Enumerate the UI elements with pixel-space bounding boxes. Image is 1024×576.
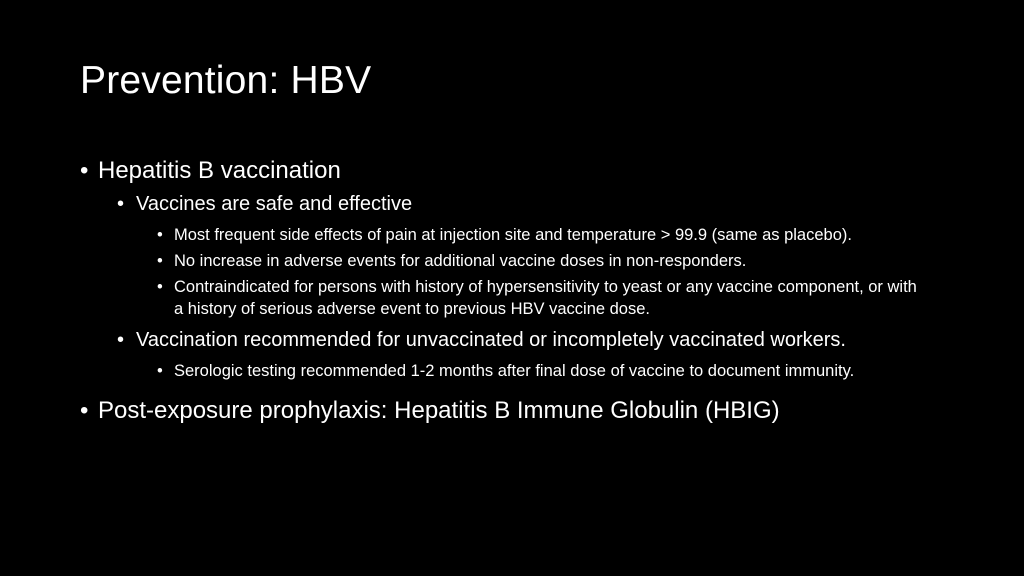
- slide-title: Prevention: HBV: [80, 59, 372, 102]
- bullet-vaccination-recommended: • Vaccination recommended for unvaccinated or incompletely vaccinated workers.: [80, 326, 940, 354]
- bullet-hepatitis-b-vaccination: • Hepatitis B vaccination: [80, 156, 940, 186]
- bullet-post-exposure-prophylaxis: • Post-exposure prophylaxis: Hepatitis B Immune Globulin (HBIG): [80, 396, 940, 426]
- bullet-side-effects: • Most frequent side effects of pain at injection site and temperature > 99.9 (same as placebo).: [80, 224, 940, 246]
- bullet-vaccines-safe: • Vaccines are safe and effective: [80, 190, 940, 218]
- bullet-no-increase-adverse: • No increase in adverse events for additional vaccine doses in non-responders.: [80, 250, 940, 272]
- bullet-contraindicated: • Contraindicated for persons with history of hypersensitivity to yeast or any vaccine component, or with a history of serious adverse event to previous HBV vaccine dose.: [80, 276, 940, 320]
- slide-content: [80, 156, 940, 426]
- bullet-serologic-testing: • Serologic testing recommended 1-2 months after final dose of vaccine to document immunity.: [80, 360, 940, 382]
